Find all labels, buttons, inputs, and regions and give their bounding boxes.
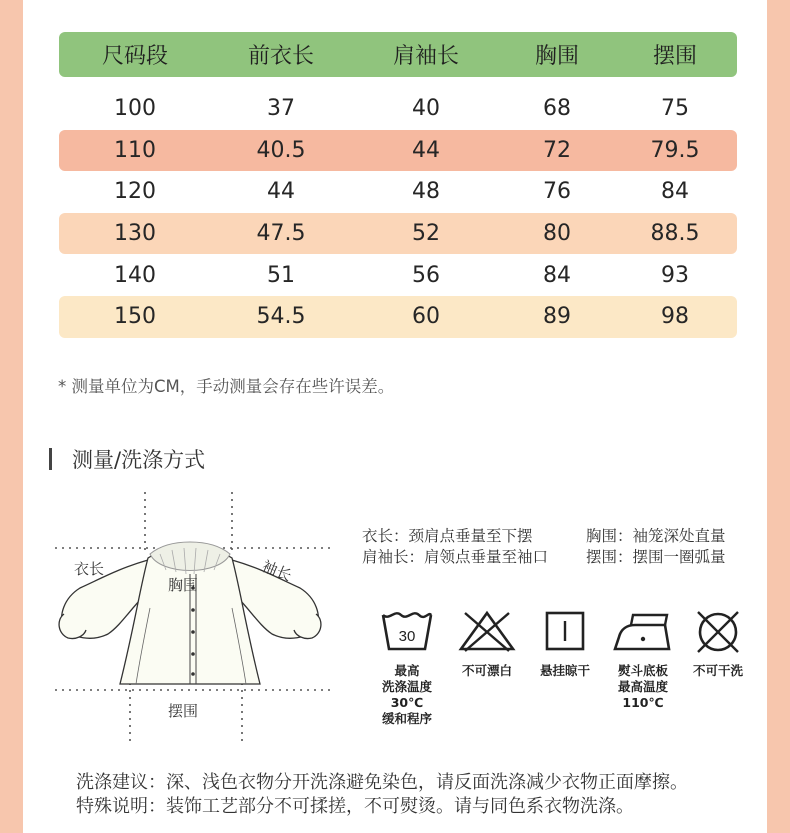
table-cell: 60 (412, 304, 440, 330)
section-bar (49, 448, 52, 470)
table-cell: 75 (661, 96, 689, 122)
table-cell: 68 (543, 96, 571, 122)
care-label: 最高 (394, 663, 420, 678)
header-front-length: 前衣长 (247, 44, 314, 69)
table-row (59, 171, 737, 213)
table-cell: 44 (267, 179, 295, 205)
care-icon-iron (600, 607, 686, 711)
table-row (59, 130, 737, 172)
header-hem: 摆围 (652, 44, 697, 69)
table-cell: 40 (412, 96, 440, 122)
care-icon-hang-dry (532, 607, 598, 679)
legend-chest: 胸围：袖笼深处直量 (586, 527, 726, 545)
table-cell: 84 (543, 262, 571, 288)
section-title: 测量/洗涤方式 (72, 448, 206, 472)
care-icon-no-dry-clean (686, 607, 750, 679)
table-cell: 93 (661, 262, 689, 288)
table-cell: 89 (543, 304, 571, 330)
care-label: 悬挂晾干 (539, 663, 590, 678)
table-cell: 100 (114, 96, 156, 122)
table-cell: 120 (114, 179, 156, 205)
care-label: 缓和程序 (381, 711, 432, 726)
table-row (59, 213, 737, 255)
table-cell: 40.5 (256, 137, 306, 163)
care-icon-wash (374, 607, 440, 727)
label-length: 衣长 (74, 560, 105, 578)
table-cell: 84 (661, 179, 689, 205)
iron-icon (611, 607, 675, 655)
wash-advice: 洗涤建议：深、浅色衣物分开洗涤避免染色，请反面洗涤减少衣物正面摩擦。 (76, 772, 688, 793)
label-hem: 摆围 (168, 702, 199, 720)
table-cell: 140 (114, 262, 156, 288)
wash-temp-text: 30 (398, 628, 416, 645)
label-chest: 胸围 (168, 576, 199, 594)
table-row (59, 296, 737, 338)
table-cell: 88.5 (650, 221, 700, 247)
header-size: 尺码段 (101, 44, 168, 69)
table-cell: 130 (114, 221, 156, 247)
special-note: 特殊说明：装饰工艺部分不可揉搓，不可熨烫。请与同色系衣物洗涤。 (76, 796, 634, 817)
table-cell: 150 (114, 304, 156, 330)
hang-dry-icon (543, 607, 587, 655)
no-bleach-icon (457, 607, 517, 655)
table-row (59, 254, 737, 296)
label-sleeve: 袖长 (259, 556, 295, 585)
table-cell: 79.5 (650, 137, 700, 163)
size-table (59, 32, 737, 338)
wash-tub-30-icon (379, 607, 435, 655)
care-icon-no-bleach (454, 607, 520, 679)
table-cell: 47.5 (256, 221, 306, 247)
table-cell: 110 (114, 137, 156, 163)
care-label: 熨斗底板 (617, 663, 668, 678)
table-header-row (59, 32, 737, 77)
table-cell: 54.5 (256, 304, 306, 330)
legend-sleeve: 肩袖长：肩领点垂量至袖口 (362, 548, 549, 566)
table-cell: 51 (267, 262, 295, 288)
table-cell: 98 (661, 304, 689, 330)
table-cell: 48 (412, 179, 440, 205)
table-row (59, 88, 737, 130)
table-cell: 72 (543, 137, 571, 163)
care-label: 不可干洗 (692, 663, 743, 678)
table-cell: 52 (412, 221, 440, 247)
header-chest: 胸围 (534, 44, 579, 69)
table-cell: 80 (543, 221, 571, 247)
legend-hem: 摆围：摆围一圈弧量 (586, 548, 726, 566)
care-label: 洗涤温度30℃ (381, 679, 432, 710)
measurement-note: * 测量单位为CM，手动测量会存在些许误差。 (58, 377, 395, 396)
header-sleeve-length: 肩袖长 (392, 44, 459, 69)
no-dry-clean-icon (692, 607, 744, 655)
table-cell: 76 (543, 179, 571, 205)
table-cell: 56 (412, 262, 440, 288)
table-cell: 44 (412, 137, 440, 163)
garment-diagram (50, 488, 340, 748)
table-cell: 37 (267, 96, 295, 122)
section-heading (49, 446, 205, 472)
care-label: 不可漂白 (461, 663, 512, 678)
care-label: 最高温度110℃ (617, 679, 668, 710)
legend-length: 衣长：颈肩点垂量至下摆 (362, 527, 533, 545)
